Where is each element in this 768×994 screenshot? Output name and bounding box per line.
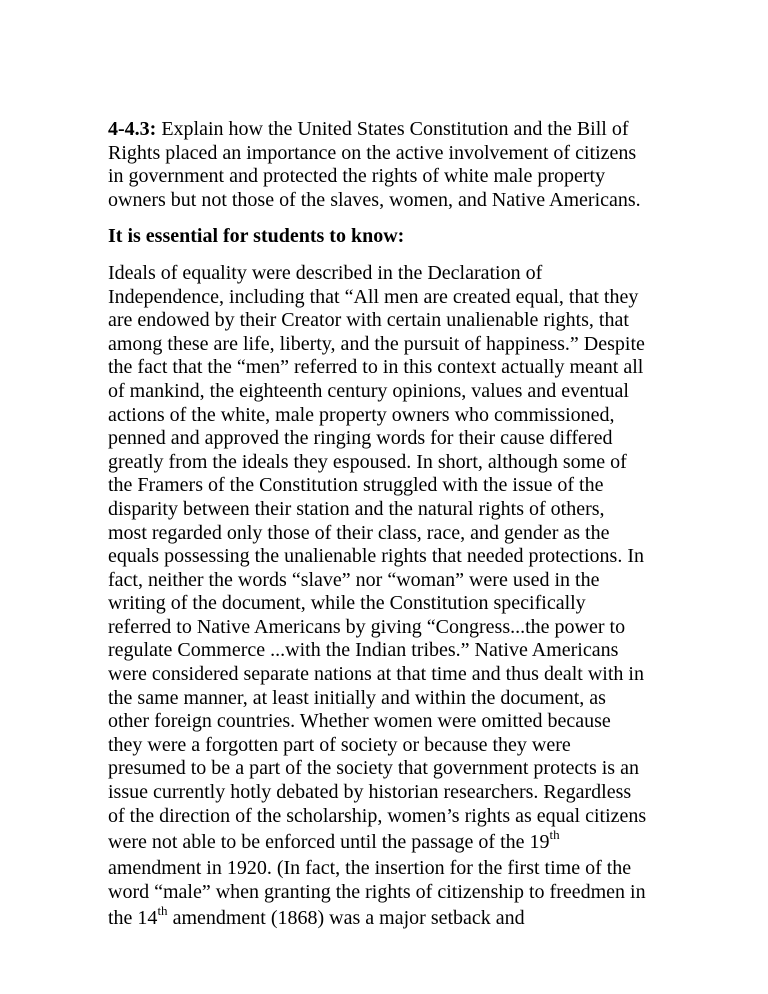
- body-line: fact, neither the words “slave” nor “woman” were used in the: [108, 568, 600, 591]
- document-page: [108, 118, 688, 933]
- body-line: most regarded only those of their class, race, and gender as the: [108, 521, 610, 544]
- body-line-19th: were not able to be enforced until the passage of the 19th: [108, 826, 560, 854]
- superscript-ordinal: th: [157, 902, 168, 918]
- body-line: are endowed by their Creator with certain unalienable rights, that: [108, 309, 629, 332]
- body-line: among these are life, liberty, and the pursuit of happiness.” Despite: [108, 332, 645, 355]
- body-paragraph: [108, 262, 688, 933]
- body-line: word “male” when granting the rights of citizenship to freedmen in: [108, 880, 646, 903]
- body-line: the same manner, at least initially and within the document, as: [108, 686, 606, 709]
- body-line: they were a forgotten part of society or because they were: [108, 733, 571, 756]
- superscript-ordinal: th: [549, 826, 560, 842]
- body-line: were considered separate nations at that time and thus dealt with in: [108, 663, 644, 686]
- body-line: referred to Native Americans by giving “Congress...the power to: [108, 615, 626, 638]
- body-line: the Framers of the Constitution struggled with the issue of the: [108, 474, 604, 497]
- standard-line-1: 4-4.3: Explain how the United States Constitution and the Bill of: [108, 118, 629, 140]
- body-line: regulate Commerce ...with the Indian tribes.” Native Americans: [108, 639, 619, 662]
- standard-line-4: owners but not those of the slaves, women, and Native Americans.: [108, 188, 641, 211]
- body-line: presumed to be a part of the society that government protects is an: [108, 757, 639, 780]
- standard-code: 4-4.3:: [108, 118, 157, 140]
- body-line: of mankind, the eighteenth century opinions, values and eventual: [108, 379, 629, 402]
- body-line: penned and approved the ringing words for their cause differed: [108, 427, 613, 450]
- body-line: the fact that the “men” referred to in this context actually meant all: [108, 356, 644, 379]
- body-line: issue currently hotly debated by historian researchers. Regardless: [108, 781, 632, 804]
- body-line: writing of the document, while the Constitution specifically: [108, 592, 586, 615]
- standard-line-2: Rights placed an importance on the active involvement of citizens: [108, 141, 637, 164]
- body-line: disparity between their station and the natural rights of others,: [108, 497, 605, 520]
- body-line: Ideals of equality were described in the Declaration of: [108, 261, 543, 284]
- body-line: other foreign countries. Whether women were omitted because: [108, 710, 611, 733]
- body-line: of the direction of the scholarship, women’s rights as equal citizens: [108, 804, 647, 827]
- body-line-14th: the 14th amendment (1868) was a major setback and: [108, 902, 525, 930]
- body-line: Independence, including that “All men are created equal, that they: [108, 285, 639, 308]
- body-line: greatly from the ideals they espoused. In short, although some of: [108, 450, 627, 473]
- body-line: amendment in 1920. (In fact, the insertion for the first time of the: [108, 857, 632, 880]
- body-line: actions of the white, male property owners who commissioned,: [108, 403, 615, 426]
- standard-line-3: in government and protected the rights of white male property: [108, 165, 606, 188]
- standard-statement: [108, 118, 688, 212]
- section-heading: It is essential for students to know:: [108, 225, 405, 248]
- body-line: equals possessing the unalienable rights that needed protections. In: [108, 545, 644, 568]
